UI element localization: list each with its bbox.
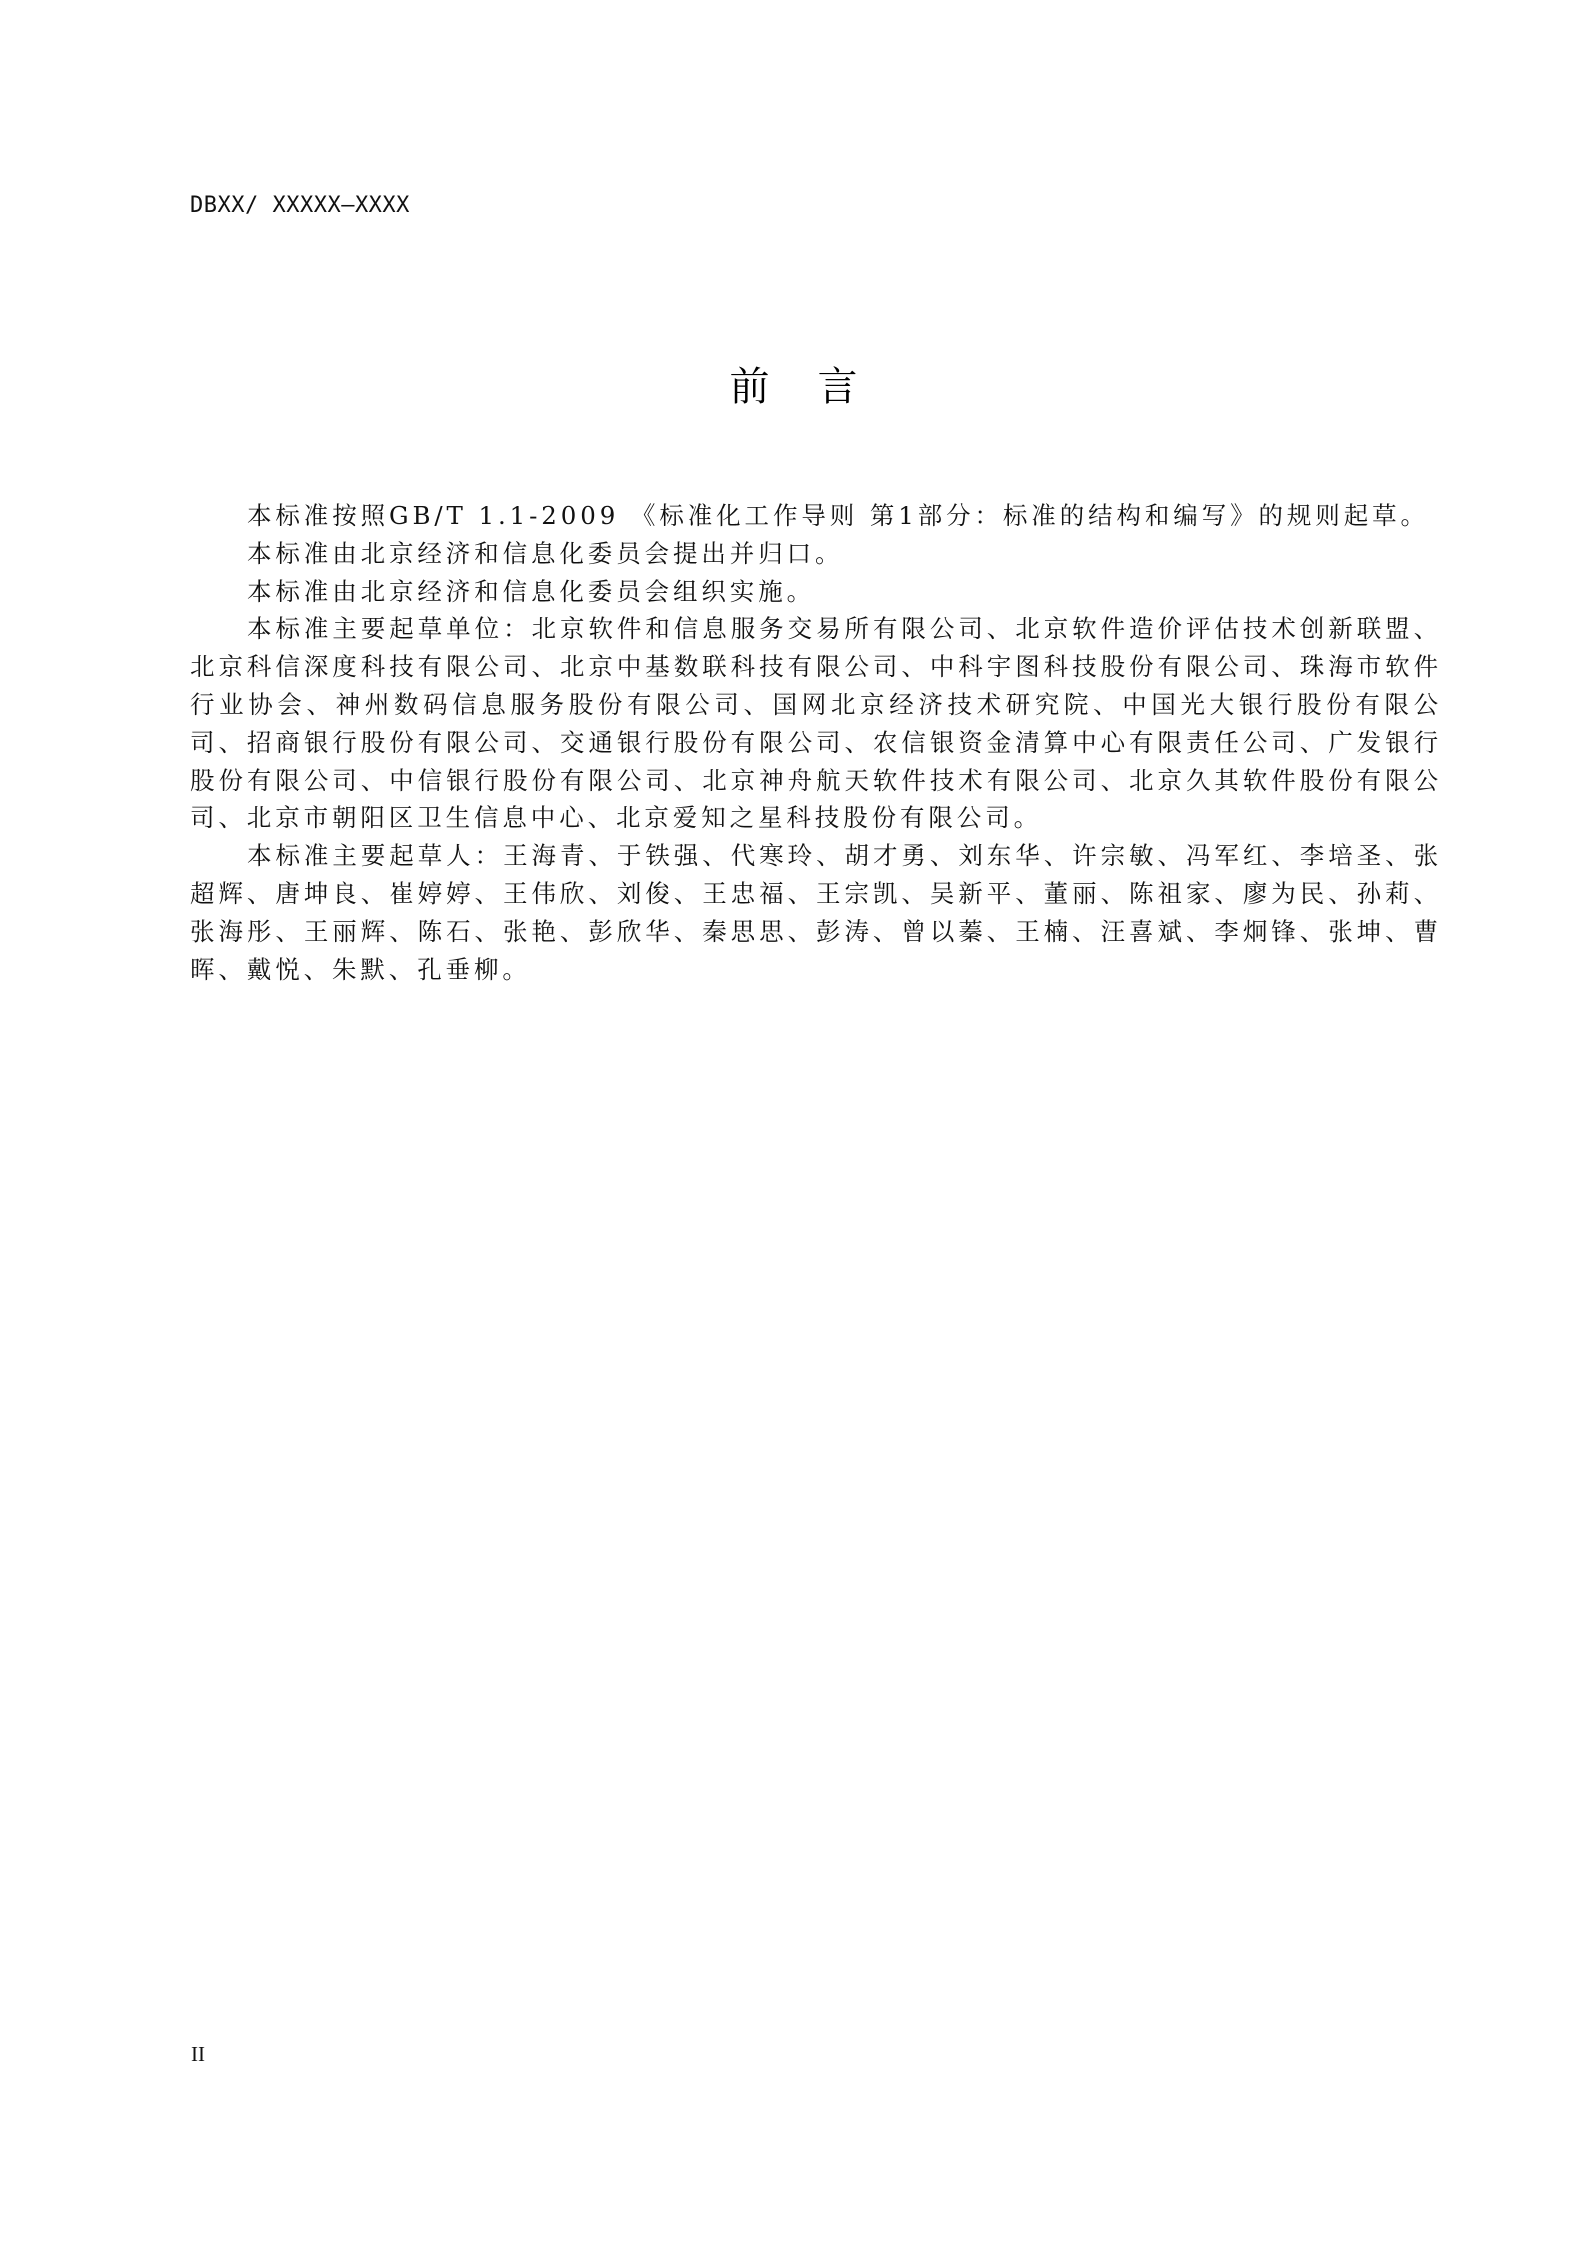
title-char-2: 言 [817,364,858,410]
paragraph-implementer: 本标准由北京经济和信息化委员会组织实施。 [247,576,815,606]
paragraph-drafting-rules: 本标准按照GB/T 1.1-2009 《标准化工作导则 第1部分：标准的结构和编写》的规则起草。 [247,501,1429,530]
paragraph-drafting-units: 本标准主要起草单位：北京软件和信息服务交易所有限公司、北京软件造价评估技术创新联盟、北京科信深度科技有限公司、北京中基数联科技有限公司、中科宇图科技股份有限公司、珠海市软件行业协会、神州数码信息服务股份有限公司、国网北京经济技术研究院、中国光大银行股份有限公司、招商银行股份有限公司、交通银行股份有限公司、农信银资金清算中心有限责任公司、广发银行股份有限公司、中信银行股份有限公司、北京神舟航天软件技术有限公司、北京久其软件股份有限公司、北京市朝阳区卫生信息中心、北京爱知之星科技股份有限公司。 [190,614,1442,833]
page-number: II [191,2042,205,2066]
page-title [0,355,1587,412]
title-char-1: 前 [729,364,770,410]
foreword-body [190,497,1442,988]
paragraph-drafters: 本标准主要起草人：王海青、于铁强、代寒玲、胡才勇、刘东华、许宗敏、冯军红、李培圣、张超辉、唐坤良、崔婷婷、王伟欣、刘俊、王忠福、王宗凯、吴新平、董丽、陈祖家、廖为民、孙莉、张海彤、王丽辉、陈石、张艳、彭欣华、秦思思、彭涛、曾以蓁、王楠、汪喜斌、李炯锋、张坤、曹晖、戴悦、朱默、孔垂柳。 [190,841,1442,984]
standard-code-header: DBXX/ XXXXX—XXXX [190,193,410,218]
paragraph-proposer: 本标准由北京经济和信息化委员会提出并归口。 [247,538,844,568]
